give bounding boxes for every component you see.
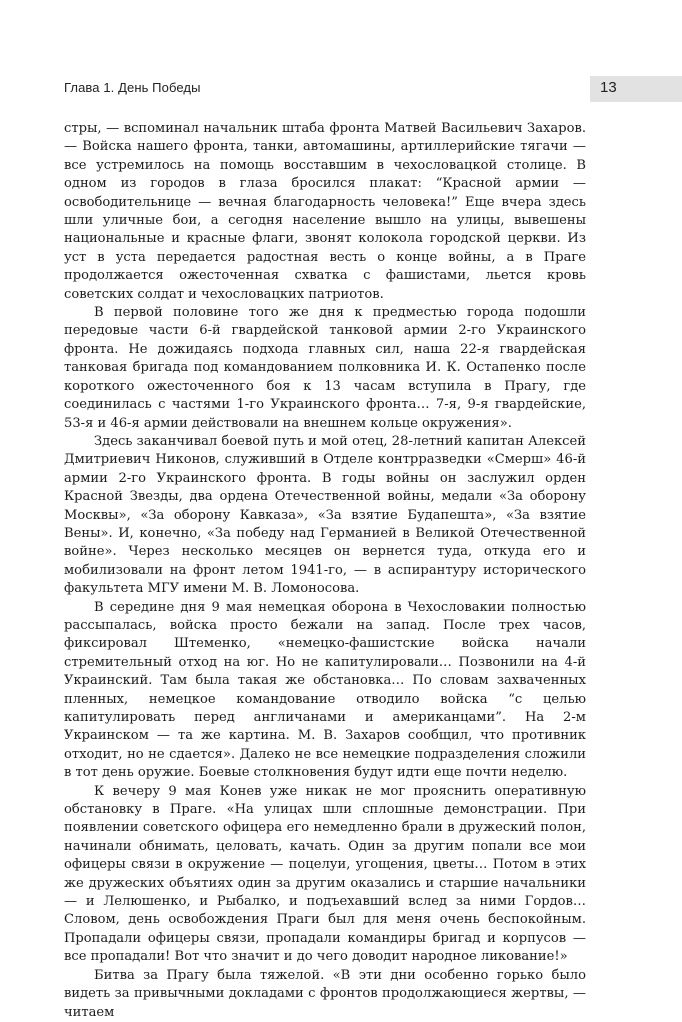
paragraph: В первой половине того же дня к предместью города подошли передовые части 6-й гвардейской танковой армии 2-го Украинского фронта. Не дожидаясь подхода главных сил, наша 22-я гвардейская танковая бригада под командованием полковника И. К. Остапенко после короткого ожесточенного боя к 13 часам вступила в Прагу, где соединилась с частями 1-го Украинского фронта… 7-я, 9-я гвардейские, 53-я и 46-я армии действовали на внешнем кольце окружения». [64, 305, 586, 431]
running-head: Глава 1. День Победы [64, 80, 201, 95]
body-text [64, 120, 586, 1022]
page-number: 13 [600, 79, 617, 96]
paragraph: В середине дня 9 мая немецкая оборона в Чехословакии полностью рассыпалась, войска просто бежали на запад. После трех часов, фиксировал Штеменко, «немецко-фашистские войска начали стремительный отход на юг. Но не капитулировали… Позвонили на 4-й Украинский. Там была такая же обстановка… По словам захваченных пленных, немецкое командование отводило войска “с целью капитулировать перед англичанами и американцами”. На 2-м Украинском — та же картина. М. В. Захаров сообщил, что противник отходит, но не сдается». Далеко не все немецкие подразделения сложили в тот день оружие. Боевые столкновения будут идти еще почти неделю. [64, 599, 586, 781]
paragraph: Битва за Прагу была тяжелой. «В эти дни особенно горько было видеть за привычными докладами с фронтов продолжающиеся жертвы, — читаем [64, 967, 586, 1020]
paragraph: Здесь заканчивал боевой путь и мой отец, 28-летний капитан Алексей Дмитриевич Никонов, служивший в Отделе контрразведки «Смерш» 46-й армии 2-го Украинского фронта. В годы войны он заслужил орден Красной Звезды, два ордена Отечественной войны, медали «За оборону Москвы», «За оборону Кавказа», «За взятие Будапешта», «За взятие Вены». И, конечно, «За победу над Германией в Великой Отечественной войне». Через несколько месяцев он вернется туда, откуда его и мобилизовали на фронт летом 1941-го, — в аспирантуру исторического факультета МГУ имени М. В. Ломоносова. [64, 433, 586, 597]
paragraph: К вечеру 9 мая Конев уже никак не мог прояснить оперативную обстановку в Праге. «На улицах шли сплошные демонстрации. При появлении советского офицера его немедленно брали в дружеский полон, начинали обнимать, целовать, качать. Один за другим попали все мои офицеры связи в окружение — поцелуи, угощения, цветы… Потом в этих же дружеских объятиях один за другим оказались и старшие начальники — и Лелюшенко, и Рыбалко, и подъехавший вслед за ними Гордов… Словом, день освобождения Праги был для меня очень беспокойным. Пропадали офицеры связи, пропадали командиры бригад и корпусов — все пропадали! Вот что значит и до чего доводит народное ликование!» [64, 783, 586, 965]
paragraph: стры, — вспоминал начальник штаба фронта Матвей Васильевич Захаров. — Войска нашего фронта, танки, автомашины, артиллерийские тягачи — все устремилось на помощь восставшим в чехословацкой столице. В одном из городов в глаза бросился плакат: “Красной армии — освободительнице — вечная благодарность человека!” Еще вчера здесь шли уличные бои, а сегодня население вышло на улицы, вывешены национальные и красные флаги, звонят колокола городской церкви. Из уст в уста передается радостная весть о конце войны, а в Праге продолжается ожесточенная схватка с фашистами, льется кровь советских солдат и чехословацких патриотов. [64, 121, 586, 302]
page-number-tab [590, 76, 682, 102]
page-header [64, 78, 682, 102]
